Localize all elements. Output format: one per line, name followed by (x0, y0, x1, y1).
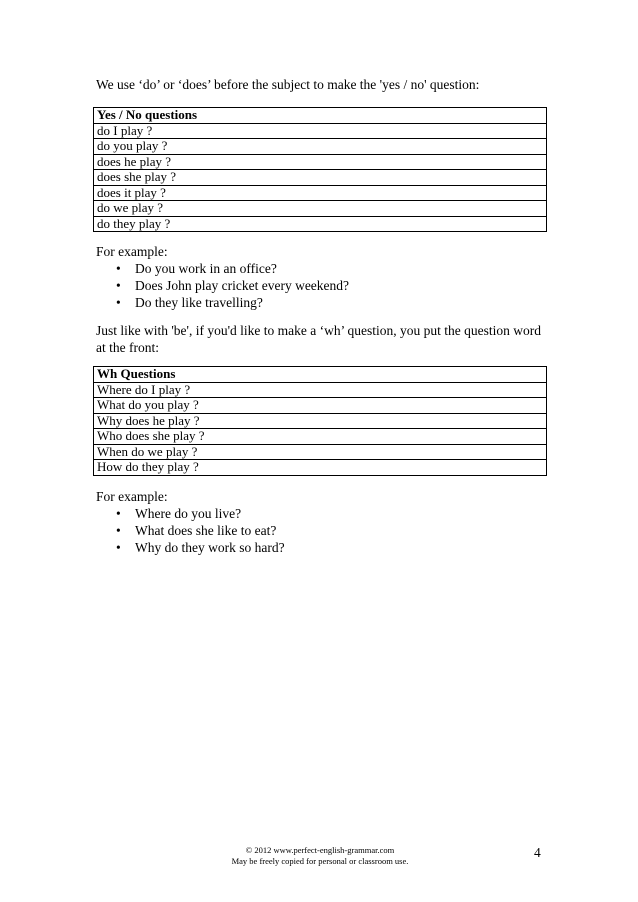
list-item-text: Does John play cricket every weekend? (135, 278, 350, 293)
table-row (94, 201, 547, 217)
table-row (94, 170, 547, 186)
wh-questions-table (93, 366, 547, 476)
table-cell: What do you play ? (94, 398, 547, 414)
list-item (116, 277, 546, 294)
yes-no-questions-table (93, 107, 547, 232)
list-item (116, 294, 546, 311)
table-header-row (94, 108, 547, 124)
table-header-row (94, 367, 547, 383)
table-cell: do we play ? (94, 201, 547, 217)
table-row (94, 185, 547, 201)
example-label: For example: (96, 489, 168, 504)
list-item-text: Do they like travelling? (135, 295, 263, 310)
example-block-2 (96, 488, 546, 556)
table-cell: How do they play ? (94, 460, 547, 476)
table-cell: do they play ? (94, 216, 547, 232)
list-item (116, 260, 546, 277)
bullet-icon: • (116, 295, 121, 310)
table-header: Yes / No questions (94, 108, 547, 124)
table-row (94, 444, 547, 460)
list-item (116, 505, 546, 522)
table-row (94, 154, 547, 170)
table-cell: Where do I play ? (94, 382, 547, 398)
table-cell: do I play ? (94, 123, 547, 139)
list-item-text: Where do you live? (135, 506, 242, 521)
bullet-icon: • (116, 540, 121, 555)
table-row (94, 413, 547, 429)
example-list (96, 260, 546, 311)
list-item (116, 522, 546, 539)
table-row (94, 429, 547, 445)
table-cell: Why does he play ? (94, 413, 547, 429)
table-cell: does he play ? (94, 154, 547, 170)
table-row (94, 460, 547, 476)
table-row (94, 123, 547, 139)
table-row (94, 139, 547, 155)
table-cell: does she play ? (94, 170, 547, 186)
table-cell: do you play ? (94, 139, 547, 155)
bullet-icon: • (116, 278, 121, 293)
page-footer (200, 845, 440, 867)
example-label: For example: (96, 244, 168, 259)
page-number: 4 (534, 845, 541, 860)
table-cell: When do we play ? (94, 444, 547, 460)
table-cell: Who does she play ? (94, 429, 547, 445)
list-item-text: Why do they work so hard? (135, 540, 285, 555)
wh-intro-text: Just like with 'be', if you'd like to make a ‘wh’ question, you put the question word at the front: (96, 323, 541, 355)
list-item-text: Do you work in an office? (135, 261, 277, 276)
bullet-icon: • (116, 261, 121, 276)
table-header: Wh Questions (94, 367, 547, 383)
list-item (116, 539, 546, 556)
table-cell: does it play ? (94, 185, 547, 201)
list-item-text: What does she like to eat? (135, 523, 277, 538)
bullet-icon: • (116, 523, 121, 538)
intro-text: We use ‘do’ or ‘does’ before the subject to make the 'yes / no' question: (96, 77, 480, 92)
footer-copyright: © 2012 www.perfect-english-grammar.com (245, 845, 395, 855)
table-row (94, 216, 547, 232)
table-row (94, 382, 547, 398)
table-row (94, 398, 547, 414)
bullet-icon: • (116, 506, 121, 521)
footer-license: May be freely copied for personal or classroom use. (231, 856, 409, 866)
example-list (96, 505, 546, 556)
example-block-1 (96, 243, 546, 311)
